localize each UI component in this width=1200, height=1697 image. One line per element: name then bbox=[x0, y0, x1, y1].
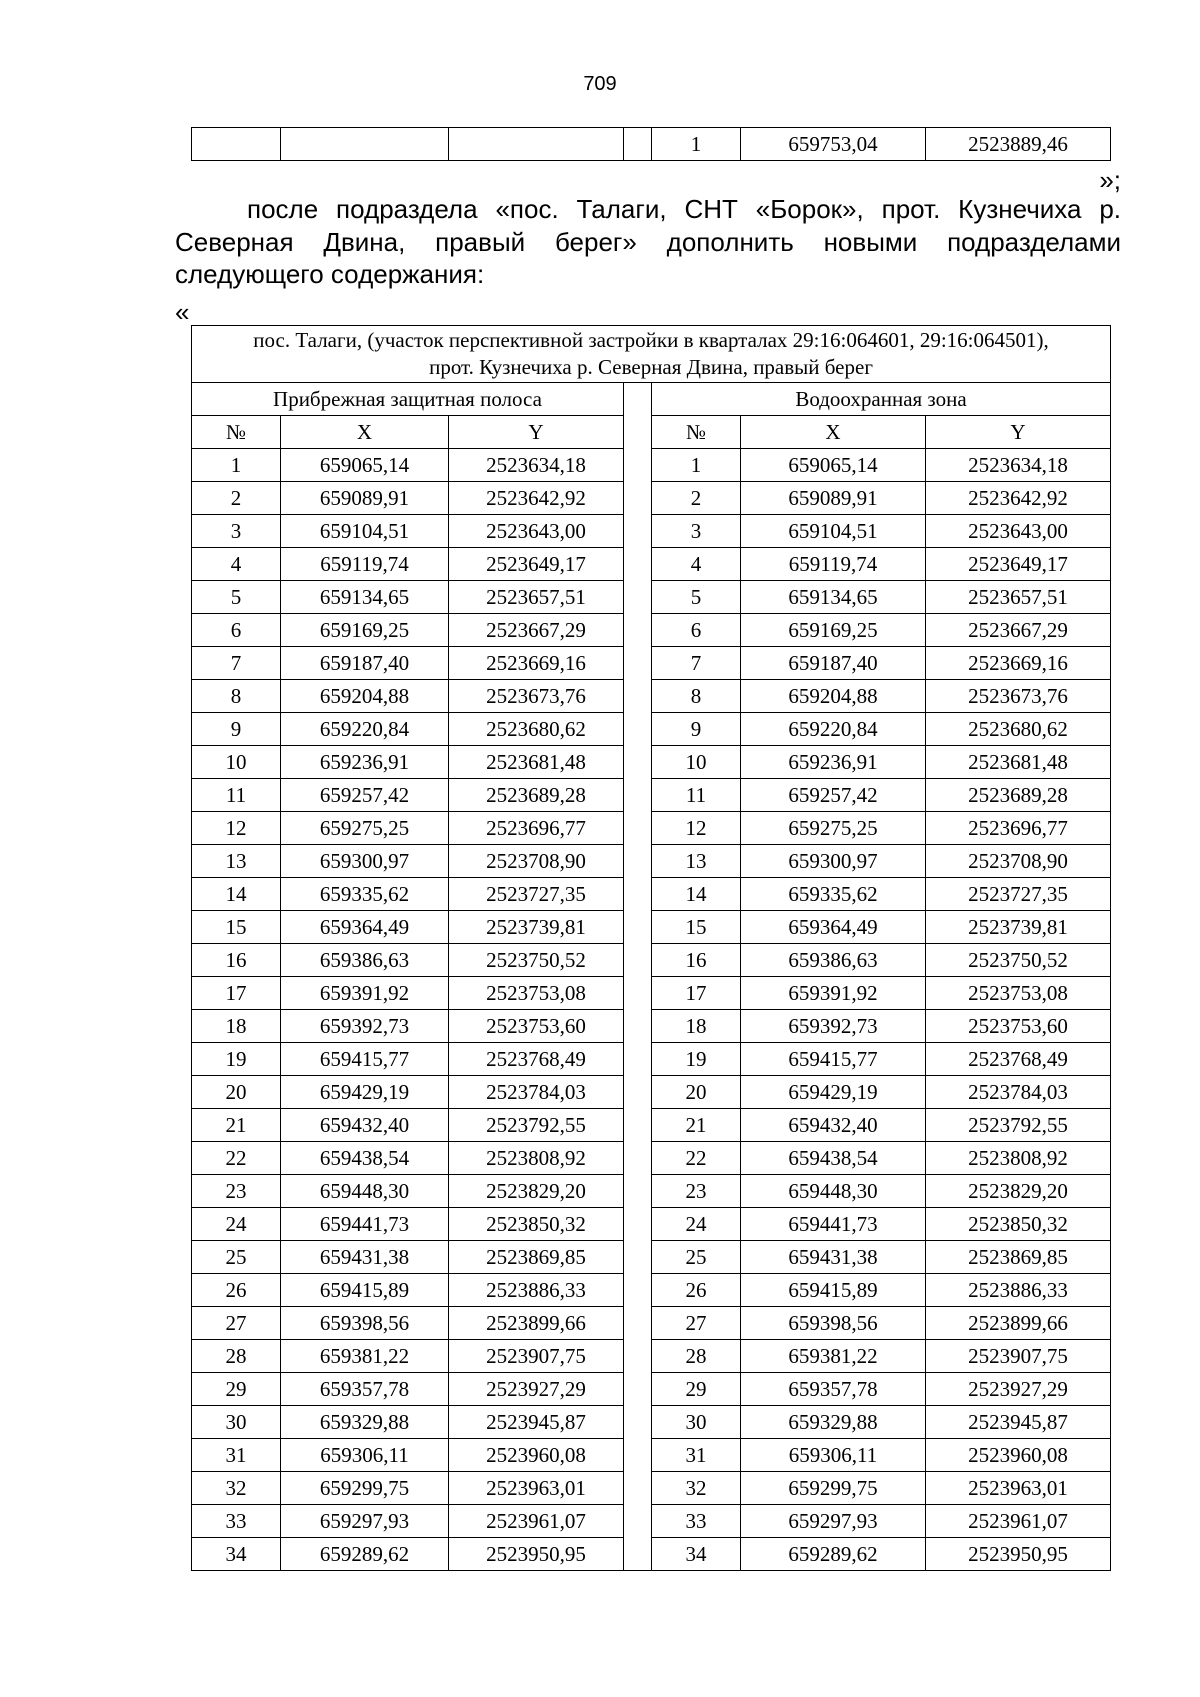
column-header-number: № bbox=[652, 416, 741, 449]
x-coordinate-cell: 659065,14 bbox=[741, 449, 926, 482]
empty-cell bbox=[449, 128, 624, 161]
y-coordinate-cell: 2523739,81 bbox=[926, 911, 1111, 944]
point-number-cell: 17 bbox=[652, 977, 741, 1010]
point-number-cell: 24 bbox=[652, 1208, 741, 1241]
point-number-cell: 7 bbox=[652, 647, 741, 680]
table-row bbox=[192, 1340, 1111, 1373]
y-coordinate-cell: 2523889,46 bbox=[926, 128, 1111, 161]
x-coordinate-cell: 659289,62 bbox=[281, 1538, 449, 1571]
x-coordinate-cell: 659415,89 bbox=[281, 1274, 449, 1307]
table-row bbox=[192, 812, 1111, 845]
page-number: 709 bbox=[583, 73, 617, 95]
x-coordinate-cell: 659187,40 bbox=[281, 647, 449, 680]
point-number-cell: 15 bbox=[192, 911, 281, 944]
y-coordinate-cell: 2523961,07 bbox=[449, 1505, 624, 1538]
y-coordinate-cell: 2523963,01 bbox=[926, 1472, 1111, 1505]
x-coordinate-cell: 659386,63 bbox=[741, 944, 926, 977]
y-coordinate-cell: 2523784,03 bbox=[926, 1076, 1111, 1109]
point-number-cell: 5 bbox=[652, 581, 741, 614]
point-number-cell: 23 bbox=[652, 1175, 741, 1208]
point-number-cell: 20 bbox=[652, 1076, 741, 1109]
y-coordinate-cell: 2523829,20 bbox=[449, 1175, 624, 1208]
table-row bbox=[192, 1406, 1111, 1439]
y-coordinate-cell: 2523750,52 bbox=[449, 944, 624, 977]
x-coordinate-cell: 659187,40 bbox=[741, 647, 926, 680]
point-number-cell: 31 bbox=[192, 1439, 281, 1472]
y-coordinate-cell: 2523680,62 bbox=[449, 713, 624, 746]
x-coordinate-cell: 659438,54 bbox=[741, 1142, 926, 1175]
point-number-cell: 22 bbox=[192, 1142, 281, 1175]
x-coordinate-cell: 659300,97 bbox=[741, 845, 926, 878]
point-number-cell: 10 bbox=[652, 746, 741, 779]
x-coordinate-cell: 659398,56 bbox=[281, 1307, 449, 1340]
y-coordinate-cell: 2523753,08 bbox=[449, 977, 624, 1010]
point-number-cell: 28 bbox=[192, 1340, 281, 1373]
point-number-cell: 11 bbox=[652, 779, 741, 812]
y-coordinate-cell: 2523753,60 bbox=[926, 1010, 1111, 1043]
column-header-y: Y bbox=[926, 416, 1111, 449]
y-coordinate-cell: 2523869,85 bbox=[449, 1241, 624, 1274]
table-row bbox=[192, 878, 1111, 911]
point-number-cell: 27 bbox=[652, 1307, 741, 1340]
y-coordinate-cell: 2523634,18 bbox=[449, 449, 624, 482]
column-header-y: Y bbox=[449, 416, 624, 449]
x-coordinate-cell: 659392,73 bbox=[741, 1010, 926, 1043]
y-coordinate-cell: 2523649,17 bbox=[449, 548, 624, 581]
column-header-row bbox=[192, 416, 1111, 449]
point-number-cell: 18 bbox=[192, 1010, 281, 1043]
y-coordinate-cell: 2523886,33 bbox=[926, 1274, 1111, 1307]
point-number-cell: 30 bbox=[192, 1406, 281, 1439]
point-number-cell: 32 bbox=[192, 1472, 281, 1505]
y-coordinate-cell: 2523643,00 bbox=[449, 515, 624, 548]
point-number-cell: 30 bbox=[652, 1406, 741, 1439]
table-row bbox=[192, 944, 1111, 977]
x-coordinate-cell: 659415,77 bbox=[281, 1043, 449, 1076]
y-coordinate-cell: 2523667,29 bbox=[449, 614, 624, 647]
x-coordinate-cell: 659299,75 bbox=[281, 1472, 449, 1505]
x-coordinate-cell: 659415,77 bbox=[741, 1043, 926, 1076]
y-coordinate-cell: 2523963,01 bbox=[449, 1472, 624, 1505]
x-coordinate-cell: 659169,25 bbox=[281, 614, 449, 647]
empty-cell bbox=[192, 128, 281, 161]
point-number-cell: 19 bbox=[652, 1043, 741, 1076]
table-row bbox=[192, 845, 1111, 878]
y-coordinate-cell: 2523753,60 bbox=[449, 1010, 624, 1043]
y-coordinate-cell: 2523657,51 bbox=[449, 581, 624, 614]
y-coordinate-cell: 2523634,18 bbox=[926, 449, 1111, 482]
y-coordinate-cell: 2523657,51 bbox=[926, 581, 1111, 614]
x-coordinate-cell: 659391,92 bbox=[281, 977, 449, 1010]
point-number-cell: 34 bbox=[652, 1538, 741, 1571]
x-coordinate-cell: 659386,63 bbox=[281, 944, 449, 977]
table-row bbox=[192, 713, 1111, 746]
table-row bbox=[192, 1241, 1111, 1274]
x-coordinate-cell: 659134,65 bbox=[281, 581, 449, 614]
point-number-cell: 7 bbox=[192, 647, 281, 680]
empty-cell bbox=[281, 128, 449, 161]
y-coordinate-cell: 2523669,16 bbox=[449, 647, 624, 680]
table-row bbox=[192, 1472, 1111, 1505]
spacer-column bbox=[624, 383, 652, 1571]
y-coordinate-cell: 2523689,28 bbox=[449, 779, 624, 812]
column-header-x: X bbox=[281, 416, 449, 449]
point-number-cell: 1 bbox=[192, 449, 281, 482]
y-coordinate-cell: 2523727,35 bbox=[926, 878, 1111, 911]
y-coordinate-cell: 2523689,28 bbox=[926, 779, 1111, 812]
x-coordinate-cell: 659431,38 bbox=[741, 1241, 926, 1274]
point-number-cell: 2 bbox=[192, 482, 281, 515]
coordinates-table bbox=[191, 325, 1111, 1571]
point-number-cell: 5 bbox=[192, 581, 281, 614]
table-row bbox=[192, 482, 1111, 515]
point-number-cell: 11 bbox=[192, 779, 281, 812]
point-number-cell: 9 bbox=[192, 713, 281, 746]
spacer-cell bbox=[624, 128, 652, 161]
point-number-cell: 32 bbox=[652, 1472, 741, 1505]
table-row bbox=[192, 1109, 1111, 1142]
table-row bbox=[192, 1307, 1111, 1340]
section-header-water-protection-zone: Водоохранная зона bbox=[652, 383, 1111, 416]
point-number-cell: 27 bbox=[192, 1307, 281, 1340]
point-number-cell: 20 bbox=[192, 1076, 281, 1109]
table-row bbox=[192, 746, 1111, 779]
y-coordinate-cell: 2523961,07 bbox=[926, 1505, 1111, 1538]
table-row bbox=[192, 1043, 1111, 1076]
x-coordinate-cell: 659220,84 bbox=[281, 713, 449, 746]
x-coordinate-cell: 659432,40 bbox=[741, 1109, 926, 1142]
y-coordinate-cell: 2523667,29 bbox=[926, 614, 1111, 647]
point-number-cell: 33 bbox=[652, 1505, 741, 1538]
x-coordinate-cell: 659306,11 bbox=[741, 1439, 926, 1472]
x-coordinate-cell: 659753,04 bbox=[741, 128, 926, 161]
x-coordinate-cell: 659381,22 bbox=[741, 1340, 926, 1373]
table-row bbox=[192, 548, 1111, 581]
table-title-row bbox=[192, 326, 1111, 383]
point-number-cell: 15 bbox=[652, 911, 741, 944]
x-coordinate-cell: 659357,78 bbox=[741, 1373, 926, 1406]
y-coordinate-cell: 2523899,66 bbox=[926, 1307, 1111, 1340]
y-coordinate-cell: 2523829,20 bbox=[926, 1175, 1111, 1208]
y-coordinate-cell: 2523945,87 bbox=[449, 1406, 624, 1439]
table-row bbox=[192, 1076, 1111, 1109]
y-coordinate-cell: 2523850,32 bbox=[926, 1208, 1111, 1241]
y-coordinate-cell: 2523642,92 bbox=[449, 482, 624, 515]
x-coordinate-cell: 659257,42 bbox=[741, 779, 926, 812]
x-coordinate-cell: 659104,51 bbox=[741, 515, 926, 548]
x-coordinate-cell: 659438,54 bbox=[281, 1142, 449, 1175]
x-coordinate-cell: 659236,91 bbox=[281, 746, 449, 779]
point-number-cell: 18 bbox=[652, 1010, 741, 1043]
y-coordinate-cell: 2523907,75 bbox=[926, 1340, 1111, 1373]
point-number-cell: 3 bbox=[652, 515, 741, 548]
table-row bbox=[192, 614, 1111, 647]
y-coordinate-cell: 2523792,55 bbox=[449, 1109, 624, 1142]
point-number-cell: 8 bbox=[192, 680, 281, 713]
section-header-row bbox=[192, 383, 1111, 416]
x-coordinate-cell: 659169,25 bbox=[741, 614, 926, 647]
x-coordinate-cell: 659415,89 bbox=[741, 1274, 926, 1307]
y-coordinate-cell: 2523696,77 bbox=[926, 812, 1111, 845]
column-header-x: X bbox=[741, 416, 926, 449]
table-row bbox=[192, 1439, 1111, 1472]
point-number-cell: 4 bbox=[652, 548, 741, 581]
amendment-paragraph: после подраздела «пос. Талаги, СНТ «Борок», прот. Кузнечиха р. Северная Двина, правый берег» дополнить новыми подразделами следующего содержания: bbox=[175, 194, 1121, 289]
y-coordinate-cell: 2523753,08 bbox=[926, 977, 1111, 1010]
x-coordinate-cell: 659104,51 bbox=[281, 515, 449, 548]
point-number-cell: 13 bbox=[652, 845, 741, 878]
y-coordinate-cell: 2523869,85 bbox=[926, 1241, 1111, 1274]
y-coordinate-cell: 2523681,48 bbox=[449, 746, 624, 779]
point-number-cell: 1 bbox=[652, 128, 741, 161]
y-coordinate-cell: 2523792,55 bbox=[926, 1109, 1111, 1142]
y-coordinate-cell: 2523642,92 bbox=[926, 482, 1111, 515]
y-coordinate-cell: 2523669,16 bbox=[926, 647, 1111, 680]
point-number-cell: 29 bbox=[192, 1373, 281, 1406]
x-coordinate-cell: 659391,92 bbox=[741, 977, 926, 1010]
point-number-cell: 13 bbox=[192, 845, 281, 878]
point-number-cell: 4 bbox=[192, 548, 281, 581]
x-coordinate-cell: 659289,62 bbox=[741, 1538, 926, 1571]
point-number-cell: 14 bbox=[192, 878, 281, 911]
closing-quote: »; bbox=[1099, 165, 1121, 195]
point-number-cell: 1 bbox=[652, 449, 741, 482]
table-row bbox=[192, 1208, 1111, 1241]
x-coordinate-cell: 659441,73 bbox=[741, 1208, 926, 1241]
x-coordinate-cell: 659441,73 bbox=[281, 1208, 449, 1241]
x-coordinate-cell: 659329,88 bbox=[741, 1406, 926, 1439]
point-number-cell: 33 bbox=[192, 1505, 281, 1538]
x-coordinate-cell: 659134,65 bbox=[741, 581, 926, 614]
point-number-cell: 31 bbox=[652, 1439, 741, 1472]
point-number-cell: 16 bbox=[652, 944, 741, 977]
y-coordinate-cell: 2523850,32 bbox=[449, 1208, 624, 1241]
table-row bbox=[192, 581, 1111, 614]
point-number-cell: 17 bbox=[192, 977, 281, 1010]
section-header-coastal-strip: Прибрежная защитная полоса bbox=[192, 383, 624, 416]
point-number-cell: 25 bbox=[192, 1241, 281, 1274]
x-coordinate-cell: 659432,40 bbox=[281, 1109, 449, 1142]
point-number-cell: 25 bbox=[652, 1241, 741, 1274]
table-title: пос. Талаги, (участок перспективной застройки в кварталах 29:16:064601, 29:16:064501), прот. Кузнечиха р. Северная Двина, правый берег bbox=[192, 326, 1111, 383]
point-number-cell: 26 bbox=[652, 1274, 741, 1307]
table-row bbox=[192, 128, 1111, 161]
x-coordinate-cell: 659119,74 bbox=[741, 548, 926, 581]
x-coordinate-cell: 659204,88 bbox=[741, 680, 926, 713]
y-coordinate-cell: 2523673,76 bbox=[926, 680, 1111, 713]
x-coordinate-cell: 659335,62 bbox=[281, 878, 449, 911]
x-coordinate-cell: 659306,11 bbox=[281, 1439, 449, 1472]
x-coordinate-cell: 659220,84 bbox=[741, 713, 926, 746]
x-coordinate-cell: 659329,88 bbox=[281, 1406, 449, 1439]
table-row bbox=[192, 1010, 1111, 1043]
y-coordinate-cell: 2523886,33 bbox=[449, 1274, 624, 1307]
point-number-cell: 24 bbox=[192, 1208, 281, 1241]
x-coordinate-cell: 659431,38 bbox=[281, 1241, 449, 1274]
x-coordinate-cell: 659275,25 bbox=[741, 812, 926, 845]
table-row bbox=[192, 1142, 1111, 1175]
y-coordinate-cell: 2523649,17 bbox=[926, 548, 1111, 581]
x-coordinate-cell: 659381,22 bbox=[281, 1340, 449, 1373]
point-number-cell: 16 bbox=[192, 944, 281, 977]
x-coordinate-cell: 659297,93 bbox=[281, 1505, 449, 1538]
y-coordinate-cell: 2523681,48 bbox=[926, 746, 1111, 779]
y-coordinate-cell: 2523950,95 bbox=[449, 1538, 624, 1571]
x-coordinate-cell: 659357,78 bbox=[281, 1373, 449, 1406]
table-row bbox=[192, 1175, 1111, 1208]
point-number-cell: 3 bbox=[192, 515, 281, 548]
y-coordinate-cell: 2523673,76 bbox=[449, 680, 624, 713]
point-number-cell: 2 bbox=[652, 482, 741, 515]
point-number-cell: 29 bbox=[652, 1373, 741, 1406]
y-coordinate-cell: 2523808,92 bbox=[449, 1142, 624, 1175]
table-row bbox=[192, 1373, 1111, 1406]
x-coordinate-cell: 659236,91 bbox=[741, 746, 926, 779]
y-coordinate-cell: 2523960,08 bbox=[926, 1439, 1111, 1472]
y-coordinate-cell: 2523899,66 bbox=[449, 1307, 624, 1340]
y-coordinate-cell: 2523808,92 bbox=[926, 1142, 1111, 1175]
point-number-cell: 22 bbox=[652, 1142, 741, 1175]
y-coordinate-cell: 2523960,08 bbox=[449, 1439, 624, 1472]
point-number-cell: 23 bbox=[192, 1175, 281, 1208]
point-number-cell: 14 bbox=[652, 878, 741, 911]
x-coordinate-cell: 659065,14 bbox=[281, 449, 449, 482]
table-row bbox=[192, 911, 1111, 944]
opening-quote: « bbox=[175, 297, 190, 327]
x-coordinate-cell: 659119,74 bbox=[281, 548, 449, 581]
y-coordinate-cell: 2523708,90 bbox=[449, 845, 624, 878]
x-coordinate-cell: 659297,93 bbox=[741, 1505, 926, 1538]
x-coordinate-cell: 659275,25 bbox=[281, 812, 449, 845]
y-coordinate-cell: 2523945,87 bbox=[926, 1406, 1111, 1439]
point-number-cell: 9 bbox=[652, 713, 741, 746]
x-coordinate-cell: 659089,91 bbox=[741, 482, 926, 515]
point-number-cell: 19 bbox=[192, 1043, 281, 1076]
x-coordinate-cell: 659398,56 bbox=[741, 1307, 926, 1340]
point-number-cell: 12 bbox=[192, 812, 281, 845]
point-number-cell: 21 bbox=[652, 1109, 741, 1142]
x-coordinate-cell: 659204,88 bbox=[281, 680, 449, 713]
x-coordinate-cell: 659429,19 bbox=[281, 1076, 449, 1109]
table-row bbox=[192, 1505, 1111, 1538]
point-number-cell: 28 bbox=[652, 1340, 741, 1373]
point-number-cell: 10 bbox=[192, 746, 281, 779]
continuation-table bbox=[191, 127, 1111, 161]
x-coordinate-cell: 659335,62 bbox=[741, 878, 926, 911]
y-coordinate-cell: 2523708,90 bbox=[926, 845, 1111, 878]
column-header-number: № bbox=[192, 416, 281, 449]
table-row bbox=[192, 680, 1111, 713]
y-coordinate-cell: 2523927,29 bbox=[449, 1373, 624, 1406]
table-row bbox=[192, 1538, 1111, 1571]
y-coordinate-cell: 2523727,35 bbox=[449, 878, 624, 911]
table-row bbox=[192, 515, 1111, 548]
x-coordinate-cell: 659364,49 bbox=[741, 911, 926, 944]
point-number-cell: 8 bbox=[652, 680, 741, 713]
table-row bbox=[192, 779, 1111, 812]
table-row bbox=[192, 647, 1111, 680]
x-coordinate-cell: 659089,91 bbox=[281, 482, 449, 515]
table-row bbox=[192, 977, 1111, 1010]
x-coordinate-cell: 659448,30 bbox=[281, 1175, 449, 1208]
x-coordinate-cell: 659392,73 bbox=[281, 1010, 449, 1043]
point-number-cell: 21 bbox=[192, 1109, 281, 1142]
x-coordinate-cell: 659364,49 bbox=[281, 911, 449, 944]
y-coordinate-cell: 2523784,03 bbox=[449, 1076, 624, 1109]
y-coordinate-cell: 2523696,77 bbox=[449, 812, 624, 845]
point-number-cell: 6 bbox=[652, 614, 741, 647]
y-coordinate-cell: 2523907,75 bbox=[449, 1340, 624, 1373]
point-number-cell: 26 bbox=[192, 1274, 281, 1307]
y-coordinate-cell: 2523950,95 bbox=[926, 1538, 1111, 1571]
y-coordinate-cell: 2523739,81 bbox=[449, 911, 624, 944]
y-coordinate-cell: 2523680,62 bbox=[926, 713, 1111, 746]
x-coordinate-cell: 659448,30 bbox=[741, 1175, 926, 1208]
x-coordinate-cell: 659300,97 bbox=[281, 845, 449, 878]
x-coordinate-cell: 659429,19 bbox=[741, 1076, 926, 1109]
y-coordinate-cell: 2523768,49 bbox=[926, 1043, 1111, 1076]
point-number-cell: 34 bbox=[192, 1538, 281, 1571]
y-coordinate-cell: 2523750,52 bbox=[926, 944, 1111, 977]
point-number-cell: 6 bbox=[192, 614, 281, 647]
x-coordinate-cell: 659299,75 bbox=[741, 1472, 926, 1505]
table-row bbox=[192, 1274, 1111, 1307]
y-coordinate-cell: 2523927,29 bbox=[926, 1373, 1111, 1406]
y-coordinate-cell: 2523643,00 bbox=[926, 515, 1111, 548]
table-row bbox=[192, 449, 1111, 482]
y-coordinate-cell: 2523768,49 bbox=[449, 1043, 624, 1076]
x-coordinate-cell: 659257,42 bbox=[281, 779, 449, 812]
point-number-cell: 12 bbox=[652, 812, 741, 845]
